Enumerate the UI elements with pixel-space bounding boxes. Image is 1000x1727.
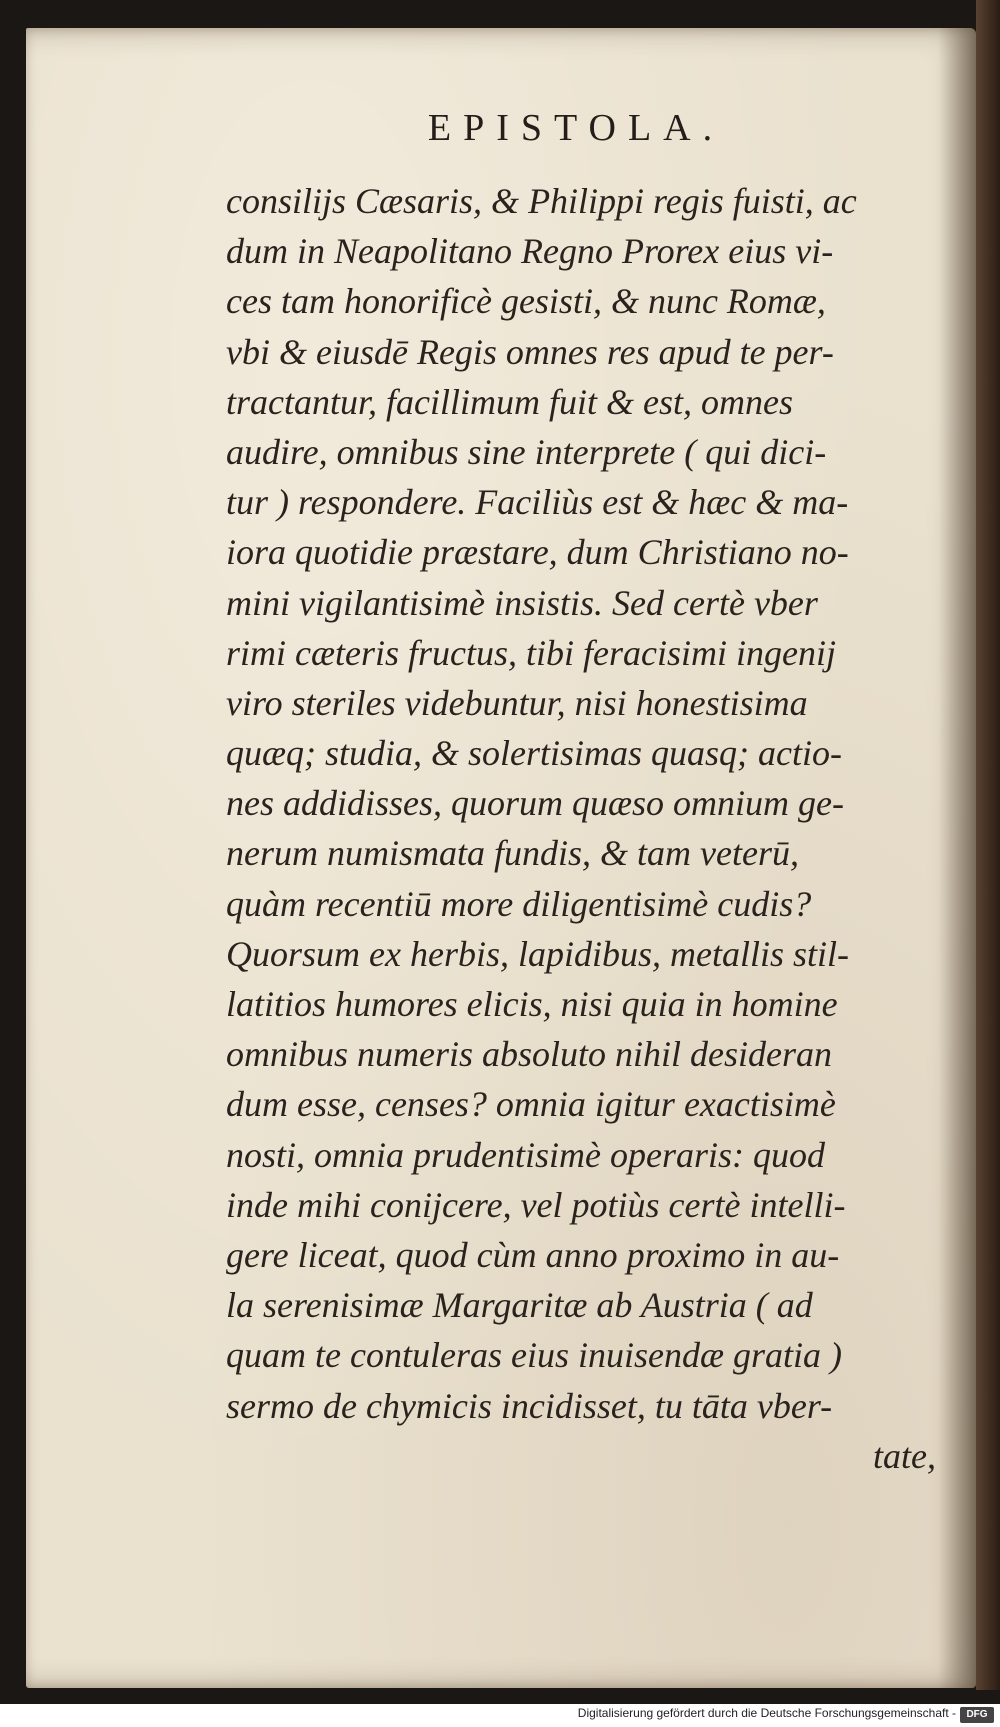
book-edge-strip [976, 0, 1000, 1690]
text-line: nes addidisses, quorum quæso omnium ge- [226, 783, 844, 824]
text-line: viro steriles videbuntur, nisi honestisima [226, 682, 808, 723]
text-line: nosti, omnia prudentisimè operaris: quod [226, 1134, 825, 1175]
text-line: sermo de chymicis incidisset, tu tāta vber- [226, 1385, 833, 1426]
text-line: mini vigilantisimè insistis. Sed certè vber [226, 582, 818, 623]
text-line: dum in Neapolitano Regno Prorex eius vi- [226, 231, 834, 272]
text-line: tur ) respondere. Faciliùs est & hæc & ma- [226, 482, 849, 523]
text-line: rimi cæteris fructus, tibi feracisimi ingenij [226, 632, 836, 673]
text-line: iora quotidie præstare, dum Christiano no- [226, 532, 849, 573]
text-line: gere liceat, quod cùm anno proximo in au- [226, 1234, 840, 1275]
footer-bar [0, 1704, 1000, 1727]
text-line: ces tam honorificè gesisti, & nunc Romæ, [226, 281, 826, 322]
text-line: latitios humores elicis, nisi quia in homine [226, 984, 838, 1024]
text-line: tractantur, facillimum fuit & est, omnes [226, 381, 793, 422]
book-page [26, 28, 976, 1688]
text-line: quam te contuleras eius inuisendæ gratia ) [226, 1335, 842, 1376]
dfg-logo: DFG [960, 1707, 994, 1723]
funding-credit: Digitalisierung gefördert durch die Deutsche Forschungsgemeinschaft - [577, 1706, 956, 1720]
text-line: omnibus numeris absoluto nihil desideran [226, 1034, 833, 1075]
text-line: vbi & eiusdē Regis omnes res apud te per- [226, 331, 834, 372]
text-line: Quorsum ex herbis, lapidibus, metallis stil- [226, 933, 849, 974]
text-line: quæq; studia, & solertisimas quasq; actio- [226, 733, 843, 774]
text-line: dum esse, censes? omnia igitur exactisimè [226, 1084, 836, 1125]
text-line: consilijs Cæsaris, & Philippi regis fuisti, ac [226, 181, 857, 221]
catchword: tate, [873, 1435, 936, 1476]
running-head: EPISTOLA. [427, 107, 725, 149]
text-line: inde mihi conijcere, vel potiùs certè intelli- [226, 1184, 846, 1225]
text-line: quàm recentiū more diligentisimè cudis? [226, 883, 812, 924]
text-line: la serenisimæ Margaritæ ab Austria ( ad [226, 1285, 813, 1326]
text-line: audire, omnibus sine interprete ( qui dici- [226, 431, 827, 472]
text-line: nerum numismata fundis, & tam veterū, [226, 833, 799, 874]
body-text [226, 176, 946, 1481]
